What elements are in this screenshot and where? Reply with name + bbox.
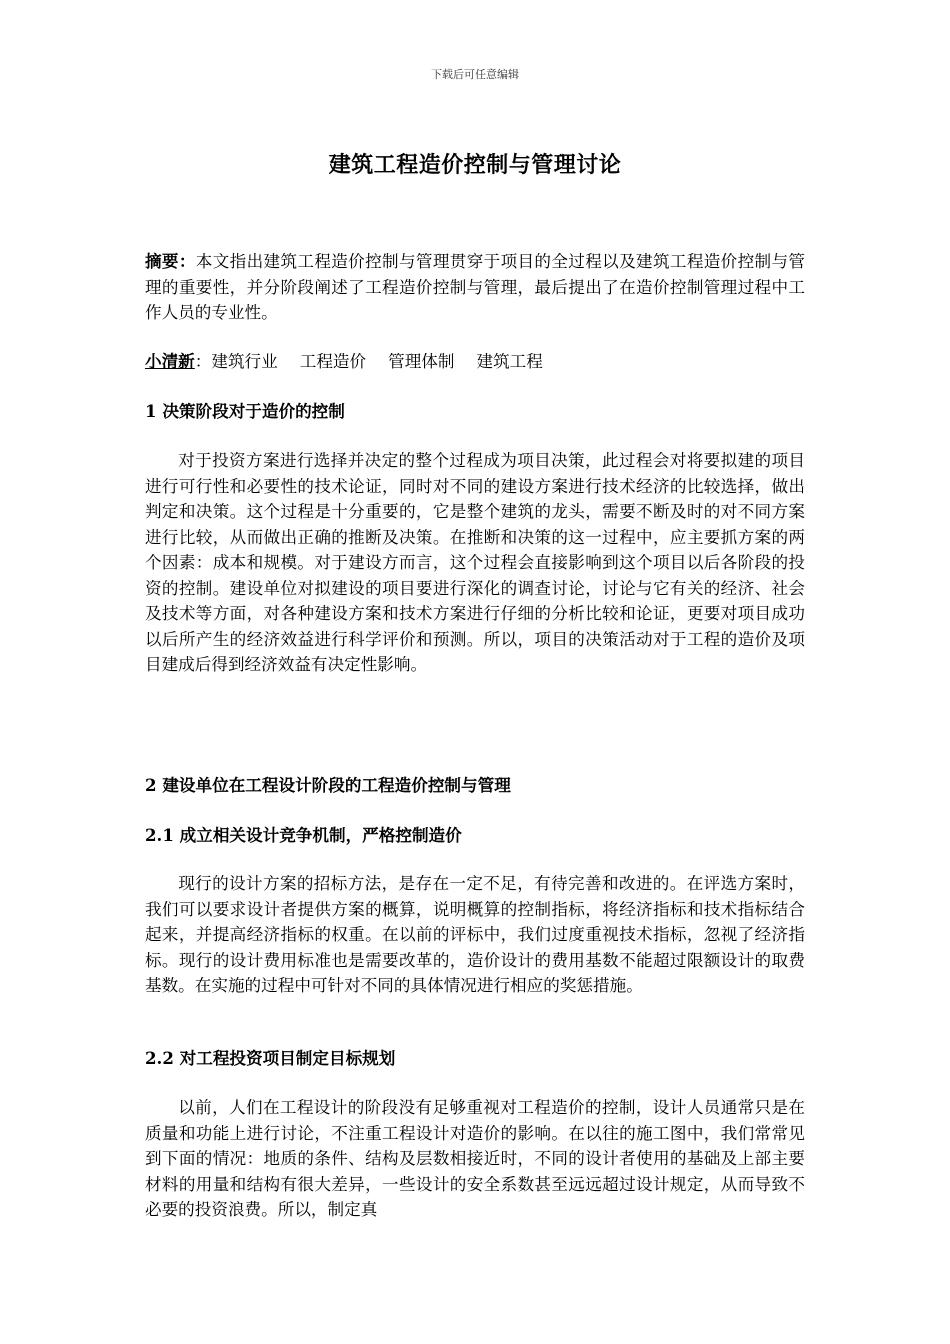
abstract-label: 摘要： [145,251,196,271]
section-2-1-paragraph: 现行的设计方案的招标方法，是存在一定不足，有待完善和改进的。在评选方案时，我们可以要求设计者提供方案的概算，说明概算的控制指标，将经济指标和技术指标结合起来，并提高经济指标的权重。在以前的评标中，我们过度重视技术指标，忽视了经济指标。现行的设计费用标准也是需要改革的，造价设计的费用基数不能超过限额设计的取费基数。在实施的过程中可针对不同的具体情况进行相应的奖惩措施。 [145,874,805,995]
keyword-item: 工程造价 [299,352,367,371]
keyword-item: 管理体制 [388,352,455,371]
keywords-label: 小清新 [145,351,195,371]
abstract-text: 本文指出建筑工程造价控制与管理贯穿于项目的全过程以及建筑工程造价控制与管理的重要性，并分阶段阐述了工程造价控制与管理，最后提出了在造价控制管理过程中工作人员的专业性。 [145,252,805,322]
keywords-separator: ： [194,352,212,371]
section-heading-1: 1 决策阶段对于造价的控制 [145,401,345,421]
section-1-paragraph: 对于投资方案进行选择并决定的整个过程成为项目决策，此过程会对将要拟建的项目进行可行性和必要性的技术论证，同时对不同的建设方案进行技术经济的比较选择，做出判定和决策。这个过程是十分重要的，它是整个建筑的龙头，需要不断及时的对不同方案进行比较，从而做出正确的推断及决策。在推断和决策的这一过程中，应主要抓方案的两个因素：成本和规模。对于建设方而言，这个过程会直接影响到这个项目以后各阶段的投资的控制。建设单位对拟建设的项目要进行深化的调查讨论，讨论与它有关的经济、社会及技术等方面，对各种建设方案和技术方案进行仔细的分析比较和论证，更要对项目成功以后所产生的经济效益进行科学评价和预测。所以，项目的决策活动对于工程的造价及项目建成后得到经济效益有决定性影响。 [145,451,805,674]
page-header-note: 下载后可任意编辑 [431,68,519,81]
section-heading-2: 2 建设单位在工程设计阶段的工程造价控制与管理 [145,775,511,795]
keyword-item: 建筑行业 [211,352,278,371]
document-title: 建筑工程造价控制与管理讨论 [328,152,622,178]
section-2-2-paragraph: 以前，人们在工程设计的阶段没有足够重视对工程造价的控制，设计人员通常只是在质量和功能上进行讨论，不注重工程设计对造价的影响。在以往的施工图中，我们常常见到下面的情况：地质的条件、结构及层数相接近时，不同的设计者使用的基础及上部主要材料的用量和结构有很大差异，一些设计的安全系数甚至远远超过设计规定，从而导致不必要的投资浪费。所以，制定真 [145,1098,805,1219]
keyword-item: 建筑工程 [476,352,543,371]
abstract-paragraph [145,249,805,326]
keywords-line [145,349,805,375]
section-heading-2-2: 2.2 对工程投资项目制定目标规划 [145,1048,396,1068]
section-heading-2-1: 2.1 成立相关设计竞争机制，严格控制造价 [145,825,462,845]
